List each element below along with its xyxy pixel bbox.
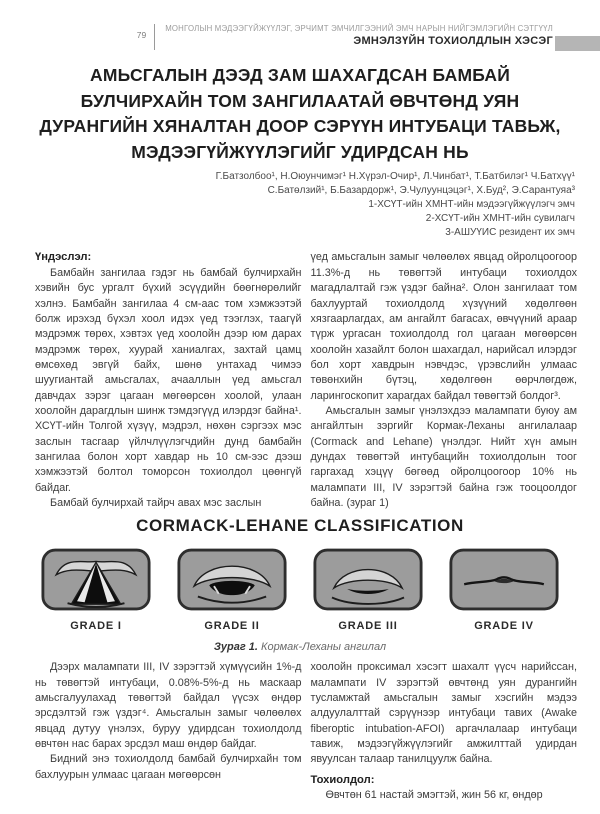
section-heading-background: Үндэслэл: — [35, 251, 92, 264]
authors-line-1: Г.Батзолбоо¹, Н.Оюунчимэг¹ Н.Хүрэл-Очир¹, Л.Чинбат¹, Т.Батбилэг¹ Ч.Батхүү¹ — [215, 171, 575, 183]
paragraph: Өвчтөн 61 настай эмэгтэй, жин 56 кг, өндөр — [325, 789, 543, 802]
grade-2-label: GRADE II — [204, 620, 260, 633]
header-edge-tab — [555, 36, 600, 51]
figure-caption-text: Кормак-Леханы ангилал — [257, 641, 387, 654]
affiliation-3: 3-АШУҮИС резидент их эмч — [445, 226, 575, 238]
body-columns-bottom — [0, 660, 600, 803]
authors-block — [0, 170, 600, 239]
paragraph: Амьсгалын замыг үнэлэхдээ малампати буюу ам ангайлтын зэргийг Кормак-Леханы ангилалаар (Cormack and Lehane) үнэлдэг. Нийт хүн амын дундах төвөгтэй интубацийн тохиолдолын тоог гаргахад хэцүү бөгөөд ойролцоогоор 10% нь малампати III, IV зэрэгтэй байна гэж тооцоолдог байна. (зураг 1) — [310, 404, 577, 509]
header-divider — [154, 24, 155, 50]
section-heading-case: Тохиолдол: — [310, 773, 375, 786]
grade-1-larynx-illustration — [41, 548, 151, 611]
figure-1 — [0, 516, 600, 653]
authors-line-2: С.Батөлзий¹, Б.Базардорж¹, Э.Чулуунцэцэг¹, Х.Буд², Э.Сарантуяа³ — [267, 185, 575, 197]
grade-1-label: GRADE I — [70, 620, 122, 633]
article-title: АМЬСГАЛЫН ДЭЭД ЗАМ ШАХАГДСАН БАМБАЙ БУЛЧИРХАЙН ТОМ ЗАНГИЛААТАЙ ӨВЧТӨНД УЯН ДУРАНГИЙН ХЯНАЛТАН ДООР СЭРҮҮН ИНТУБАЦИ ТАВЬЖ, МЭДЭЭГҮЙЖҮҮЛЭГИЙГ УДИРДСАН НЬ — [39, 65, 561, 162]
grade-4-panel — [449, 548, 559, 632]
paragraph: Бамбай булчирхай тайрч авах мэс заслын — [50, 496, 262, 509]
figure-title: CORMACK-LEHANE CLASSIFICATION — [136, 516, 464, 536]
journal-title: МОНГОЛЫН МЭДЭЭГҮЙЖҮҮЛЭГ, ЭРЧИМТ ЭМЧИЛГЭЭНИЙ ЭМЧ НАРЫН НИЙГЭМЛЭГИЙН СЭТГҮҮЛ — [165, 24, 553, 33]
paragraph: үед амьсгалын замыг чөлөөлөх явцад ойролцоогоор 11.3%-д нь төвөгтэй интубаци тохиолдох магадлалтай гэж үздэг байна². Олон зангилаат том бахлууртай тохиолдолд хүзүүний хөдөлгөөн хязгаарлагдах, ам ангайлт багасах, өвчүүний араар түрж ургасан тохиолдолд гол цагаан мөгөөрсөн хоолойн хазайлт болон шахагдал, нарийсал илэрдэг бол хорт хавдрын нэвчдэс, үрэвслийн улмаас төвөнхийн бүтэц, хөдөлгөөн өөрчлөгдөж, ларингоскопит харагдах байдал төвөгтэй болдог³. — [310, 251, 577, 402]
left-column-top — [35, 250, 302, 511]
affiliation-2: 2-ХСҮТ-ийн ХМНТ-ийн сувилагч — [425, 212, 575, 224]
grade-2-larynx-illustration — [177, 548, 287, 611]
section-label: ЭМНЭЛЗҮЙН ТОХИОЛДЛЫН ХЭСЭГ — [353, 34, 553, 47]
paragraph: хоолойн проксимал хэсэгт шахалт үүсч нарийссан, малампати IV зэрэгтэй өвчтөнд уян дурангийн тусламжтай амьсгалын замыг хэсгийн мэдээ алдуулалттай сэрүүнээр интубаци тавих (Awake fiberoptic intubation-AFOI) аргачлалаар интубаци тавиж, мэдээгүйжүүлэгийг амжилттай удирдан явуулсан талаар танилцуулж байна. — [310, 661, 577, 766]
grade-panels — [0, 548, 600, 632]
left-column-bottom — [35, 660, 302, 803]
grade-3-larynx-illustration — [313, 548, 423, 611]
grade-4-larynx-illustration — [449, 548, 559, 611]
right-column-bottom — [311, 660, 578, 803]
grade-3-label: GRADE III — [338, 620, 398, 633]
paragraph: Дээрх малампати III, IV зэрэгтэй хүмүүсийн 1%-д нь төвөгтэй интубаци, 0.08%-5%-д нь маскаар амьсгалуулахад төвөгтэй байдал үүсэх өндөр эрсдэлтэй гэж үздэг⁴. Амьсгалын замыг чөлөөлөх явцад дутуу үнэлэх, буруу удирдсан тохиолдолд өвчтөн нас барах эрсдэл маш өндөр байдаг. — [35, 661, 302, 751]
paragraph: Бамбайн зангилаа гэдэг нь бамбай булчирхайн хэвийн бус ургалт бүхий эсүүдийн бөөгнөрөлийг хэлнэ. Бамбайн зангилаа 4 см-аас том хэмжээтэй болж ирэхэд бүхэл хоол идэх үед тээглэх, таагүй мэдрэмж төрөх, хэвтэх үед хоолойн дээр юм дарах мэдрэмж төрөх, хуурай ханиалгах, захтай цамц өмсөхөд эвгүй байх, шөнө унтахад чимээ шуугиантай амьсгалах, ачааллын үед амьсгал давчдах зэрэг цагаан мөгөөрсөн хоолой, улаан хоолойн дарагдлын шинж тэмдэгүүд илэрдэг байна¹. ХСҮТ-ийн Толгой хүзүү, мэдрэл, нөхөн сэргээх мэс заслын тасгаар үйлчлүүлэгчдийн дунд бамбайн зангилаа болон хорт хавдар нь 10 см-ээс дээш хэмжээтэй болтол томорсон тохиолдол цөөнгүй байдаг. — [35, 266, 302, 494]
affiliation-1: 1-ХСҮТ-ийн ХМНТ-ийн мэдээгүйжүүлэгч эмч — [368, 199, 575, 211]
grade-2-panel — [177, 548, 287, 632]
page-number: 79 — [136, 30, 147, 41]
grade-3-panel — [313, 548, 423, 632]
right-column-top — [311, 250, 578, 511]
figure-caption — [0, 641, 600, 653]
body-columns-top — [0, 250, 600, 511]
grade-1-panel — [41, 548, 151, 632]
paragraph: Бидний энэ тохиолдолд бамбай булчирхайн том бахлуурын улмаас цагаан мөгөөрсөн — [35, 753, 302, 781]
grade-4-label: GRADE IV — [474, 620, 534, 633]
page-header — [0, 0, 600, 50]
figure-caption-label: Зураг 1. — [213, 641, 258, 654]
